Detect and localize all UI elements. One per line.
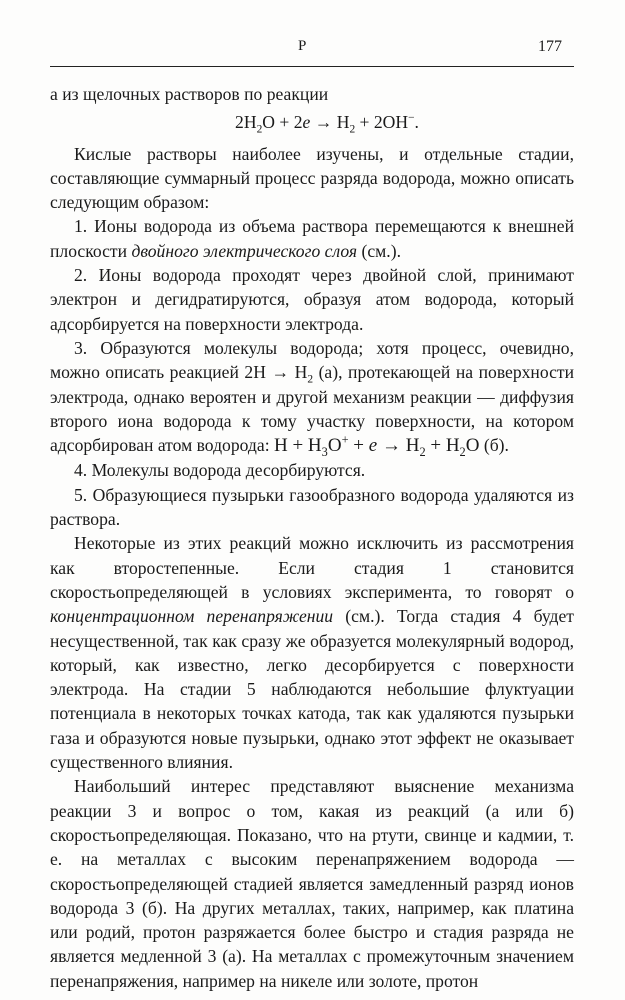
link-double-layer: двойного электрического слоя [131,240,358,261]
paragraph-exclusion: Некоторые из этих реакций можно исключить из рассмотрения как второстепенные. Если стадия 1 становится скоростьопределяющей в условиях эксперимента, то говорят о концентрационном перенапряжении (см.). Тогда стадия 4 будет несущественной, так как сразу же образуется молекулярный водород, который, как известно, легко десорбируется с поверхности электрода. На стадии 5 наблюдаются небольшие флуктуации потенциала в некоторых точках катода, так как удаляются пузырьки газа и образуются новые пузырьки, однако этот эффект не оказывает существенного влияния. [50,533,574,773]
equation: $2H_2O + 2e \to H_2 + 2OH^-$. [235,112,419,136]
header-rule [50,66,574,67]
step-5: 5. Образующиеся пузырьки газообразного водорода удаляются из раствора. [50,484,574,530]
step-2: 2. Ионы водорода проходят через двойной слой, принимают электрон и дегидратируются, образуя атом водорода, который адсорбируется на поверхности электрода. [50,265,574,334]
running-header-letter: Р [298,38,307,54]
paragraph-mechanism: Наибольший интерес представляют выяснение механизма реакции 3 и вопрос о том, какая из реакций (а или б) скоростьопределяющая. Показано, что на ртути, свинце и кадмии, т. е. на металлах с высоким перенапряжением водорода — скоростьопределяющей стадией является замедленный разряд ионов водорода 3 (б). На других металлах, таких, например, как платина или родий, протон разряжается более быстро и стадия разряда не является медленной 3 (а). На металлах с промежуточным значением перенапряжения, например на никеле или золоте, протон [50,776,574,991]
link-concentration-overpotential: концентрационном перенапряжении [50,606,334,627]
page-number: 177 [538,38,562,55]
step-1: 1. Ионы водорода из объема раствора перемещаются к внешней плоскости двойного электрического слоя (см.). [50,216,574,261]
paragraph-acid-solutions: Кислые растворы наиболее изучены, и отдельные стадии, составляющие суммарный процесс разряда водорода, можно описать следующим образом: [50,143,574,213]
intro-line: а из щелочных растворов по реакции [50,84,329,104]
step-3-formula: $H + H_3O^+ + e \to H_2 + H_2O$ [274,432,480,459]
page-body [50,82,574,993]
step-3: 3. Образуются молекулы водорода; хотя процесс, очевидно, можно описать реакцией $2H \to H_2$ (а), протекающей на поверхности электрода, однако вероятен и другой механизм реакции — диффузия второго иона водорода к тому участку поверхности, на котором адсорбирован атом водорода: $H + H_3O^+ + e \to H_2 + H_2O$ (б). [50,337,574,459]
step-4: 4. Молекулы водорода десорбируются. [74,460,366,481]
